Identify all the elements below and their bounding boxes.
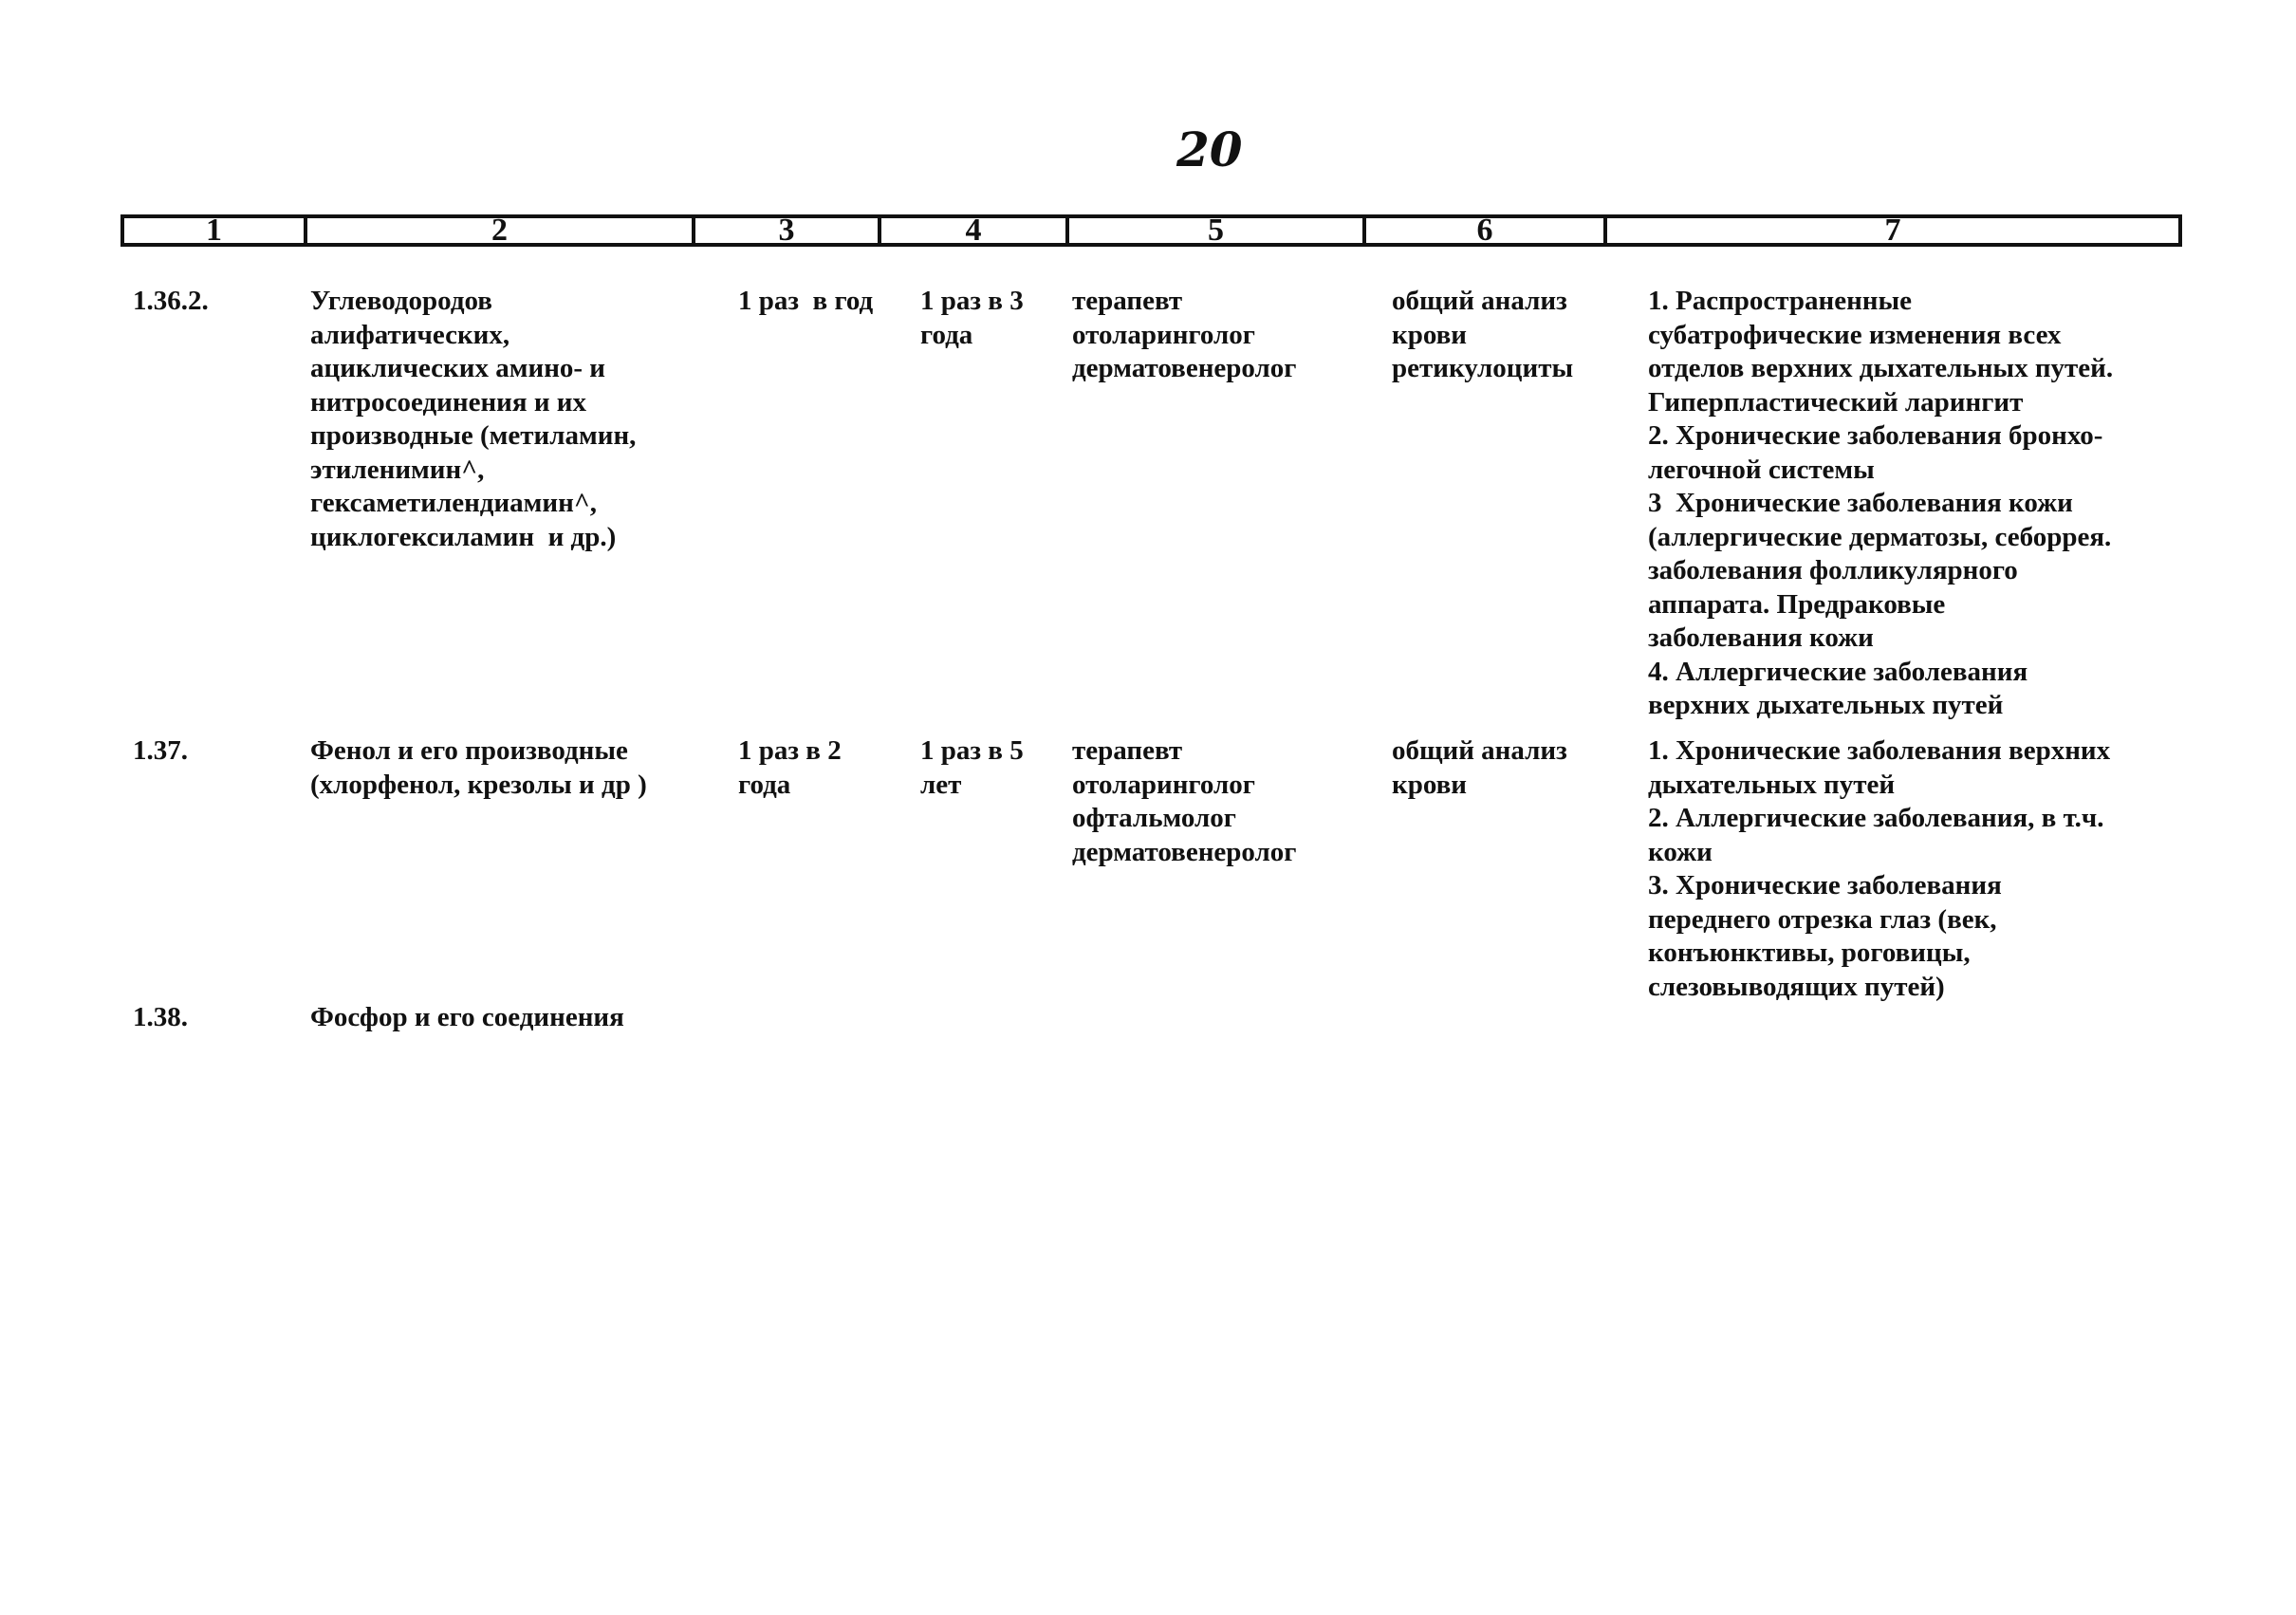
row-specialists: терапевт отоларинголог офтальмолог дерматовенеролог (1072, 735, 1297, 867)
row-contraindications: 1. Распространенные субатрофические изменения всех отделов верхних дыхательных путей. Гиперпластический ларингит 2. Хронические заболевания бронхо- легочной системы 3 Хронические заболевания кожи (аллергические дерматозы, себоррея. заболевания фолликулярного аппарата. Предраковые заболевания кожи 4. Аллергические заболевания верхних дыхательных путей (1648, 286, 2114, 720)
header-col-5: 5 (1208, 213, 1224, 248)
row-frequency-col4: 1 раз в 3 года (920, 286, 1024, 350)
row-lab-tests: общий анализ крови ретикулоциты (1392, 286, 1574, 383)
row-lab-tests: общий анализ крови (1392, 735, 1567, 800)
column-number-header (120, 214, 2182, 247)
row-code: 1.36.2. (133, 286, 209, 316)
row-substance: Фенол и его производные (хлорфенол, крезолы и др ) (310, 735, 647, 800)
row-contraindications: 1. Хронические заболевания верхних дыхательных путей 2. Аллергические заболевания, в т.ч. кожи 3. Хронические заболевания переднего отрезка глаз (век, конъюнктивы, роговицы, слезовыводящих путей) (1648, 735, 2111, 1002)
header-col-2: 2 (491, 213, 508, 248)
row-specialists: терапевт отоларинголог дерматовенеролог (1072, 286, 1297, 383)
row-code: 1.38. (133, 1002, 188, 1032)
row-frequency-col3: 1 раз в 2 года (738, 735, 842, 800)
header-col-6: 6 (1476, 213, 1493, 248)
row-code: 1.37. (133, 735, 188, 766)
header-col-3: 3 (778, 213, 795, 248)
header-col-7: 7 (1884, 213, 1901, 248)
row-substance: Углеводородов алифатических, ациклических амино- и нитросоединения и их производные (метиламин, этиленимин^, гексаметилендиамин^, циклогексиламин и др.) (310, 286, 637, 552)
row-frequency-col4: 1 раз в 5 лет (920, 735, 1024, 800)
header-col-4: 4 (965, 213, 982, 248)
row-substance: Фосфор и его соединения (310, 1002, 624, 1032)
row-frequency-col3: 1 раз в год (738, 286, 874, 316)
page-number: 20 (1176, 121, 1243, 177)
header-col-1: 1 (206, 213, 222, 248)
